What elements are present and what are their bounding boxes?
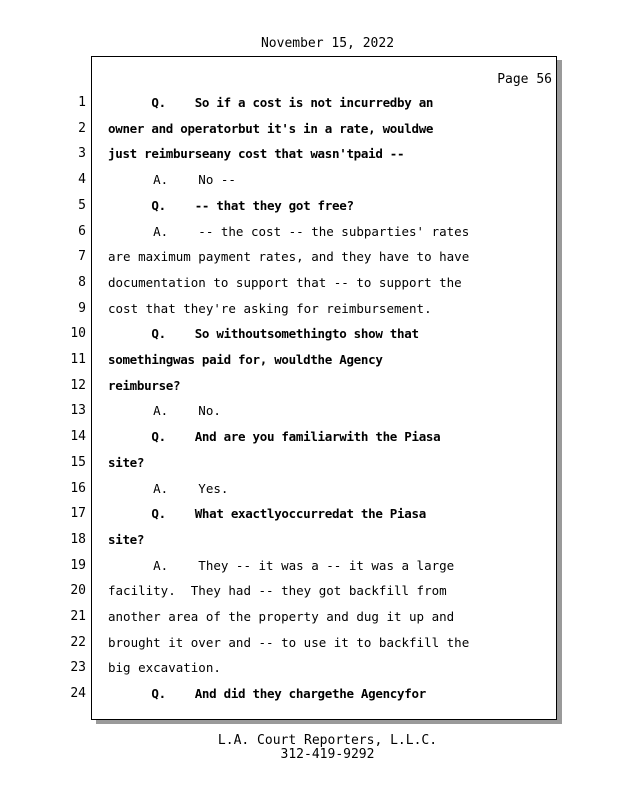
transcript-line — [0, 119, 560, 139]
line-number: 7 — [78, 249, 86, 265]
transcript-line — [0, 376, 560, 396]
footer-company: L.A. Court Reporters, L.L.C. — [217, 733, 438, 748]
transcript-line — [0, 273, 560, 293]
line-number: 3 — [78, 146, 86, 162]
line-text: big excavation. — [108, 660, 221, 676]
line-number: 20 — [70, 583, 86, 599]
line-text: A. They -- it was a -- it was a large — [108, 557, 455, 573]
line-number: 18 — [70, 531, 86, 547]
line-number: 9 — [78, 300, 86, 316]
transcript-line — [0, 427, 560, 447]
transcript-line — [0, 633, 560, 653]
line-number: 12 — [70, 377, 86, 393]
transcript-line — [0, 222, 560, 242]
transcript-line — [0, 479, 560, 499]
transcript-line — [0, 684, 560, 704]
line-text: are maximum payment rates, and they have to have — [108, 249, 470, 265]
line-text: A. Yes. — [108, 480, 229, 496]
footer-phone: 312-419-9292 — [280, 747, 375, 762]
line-text: Q. And did they chargethe Agencyfor — [108, 686, 426, 702]
line-number: 5 — [78, 197, 86, 213]
line-text: brought it over and -- to use it to backfill the — [108, 634, 470, 650]
line-text: reimburse? — [108, 377, 181, 393]
line-number: 24 — [70, 686, 86, 702]
line-number: 15 — [70, 454, 86, 470]
line-number: 14 — [70, 429, 86, 445]
line-number: 23 — [70, 660, 86, 676]
line-text: just reimburseany cost that wasn'tpaid -- — [108, 146, 405, 162]
line-number: 2 — [78, 120, 86, 136]
transcript-line — [0, 401, 560, 421]
page-number: Page 56 — [497, 72, 552, 87]
line-number: 16 — [70, 480, 86, 496]
line-text: A. -- the cost -- the subparties' rates — [108, 223, 470, 239]
transcript-line — [0, 607, 560, 627]
line-text: Q. So if a cost is not incurredby an — [108, 95, 434, 110]
line-number: 19 — [70, 557, 86, 573]
transcript-line — [0, 658, 560, 678]
line-number: 4 — [78, 172, 86, 188]
transcript-line — [0, 453, 560, 473]
line-text: Q. -- that they got free? — [108, 197, 354, 213]
line-number: 17 — [70, 506, 86, 522]
transcript-line — [0, 299, 560, 319]
line-text: Q. What exactlyoccurredat the Piasa — [108, 506, 426, 522]
line-text: site? — [108, 454, 145, 470]
line-text: somethingwas paid for, wouldthe Agency — [108, 352, 383, 367]
transcript-line — [0, 581, 560, 601]
transcript-line — [0, 93, 560, 113]
line-number: 10 — [70, 326, 86, 342]
line-number: 21 — [70, 609, 86, 624]
transcript-line — [0, 247, 560, 267]
transcript-line — [0, 350, 560, 370]
line-text: A. No -- — [108, 172, 236, 188]
line-text: Q. And are you familiarwith the Piasa — [108, 429, 441, 445]
transcript-line — [0, 196, 560, 216]
line-number: 22 — [70, 634, 86, 650]
line-text: another area of the property and dug it up and — [108, 609, 455, 624]
line-number: 8 — [78, 274, 86, 290]
line-text: cost that they're asking for reimbursement. — [108, 300, 432, 316]
transcript-line — [0, 324, 560, 344]
line-text: site? — [108, 531, 145, 547]
line-text: facility. They had -- they got backfill from — [108, 583, 447, 599]
transcript-line — [0, 530, 560, 550]
transcript-line — [0, 170, 560, 190]
line-text: Q. So withoutsomethingto show that — [108, 326, 419, 342]
transcript-date: November 15, 2022 — [260, 36, 395, 51]
transcript-line — [0, 504, 560, 524]
line-number: 11 — [70, 352, 86, 367]
transcript-line — [0, 144, 560, 164]
line-text: owner and operatorbut it's in a rate, wouldwe — [108, 120, 434, 136]
transcript-line — [0, 556, 560, 576]
line-number: 1 — [78, 95, 86, 110]
line-number: 6 — [78, 223, 86, 239]
line-number: 13 — [70, 403, 86, 419]
line-text: A. No. — [108, 403, 221, 419]
line-text: documentation to support that -- to support the — [108, 274, 462, 290]
